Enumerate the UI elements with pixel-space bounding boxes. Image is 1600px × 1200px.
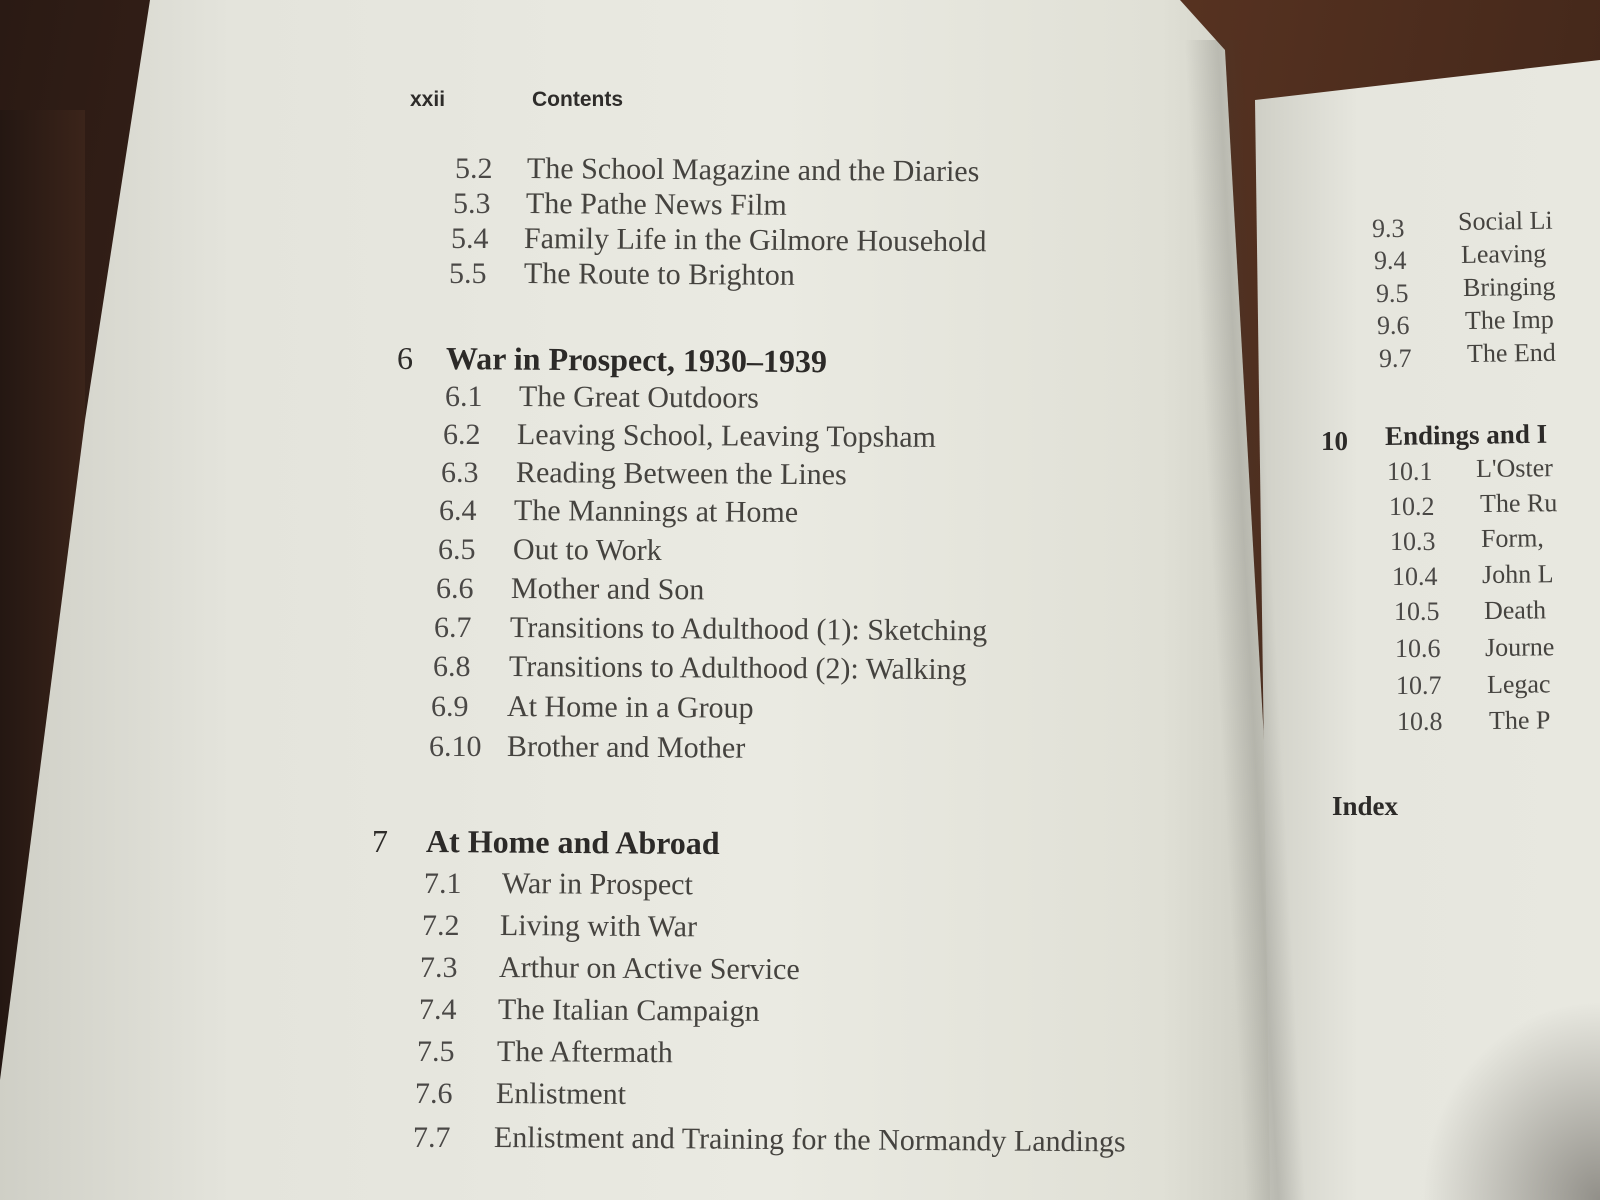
- toc-entry-title: The P: [1488, 705, 1551, 735]
- chapter-title: Endings and I: [1384, 418, 1548, 451]
- toc-entry-title: Mother and Son: [510, 572, 705, 607]
- toc-entry-number: 7.7: [413, 1121, 451, 1154]
- toc-entry-number: 5.5: [449, 257, 487, 290]
- toc-entry-number: 6.3: [441, 456, 479, 489]
- toc-entry-number: 7.2: [422, 909, 460, 942]
- toc-entry-title: War in Prospect: [501, 867, 693, 902]
- toc-entry-title: The Italian Campaign: [497, 993, 760, 1028]
- toc-entry-number: 10.3: [1390, 527, 1436, 556]
- toc-entry-number: 9.5: [1376, 279, 1409, 308]
- toc-entry-title: The Great Outdoors: [518, 380, 760, 415]
- toc-entry-number: 7.4: [419, 993, 457, 1026]
- toc-entry-title: Enlistment and Training for the Normandy Landings: [493, 1121, 1126, 1159]
- toc-entry-title: Leaving: [1460, 238, 1547, 269]
- toc-entry-title: Leaving School, Leaving Topsham: [516, 418, 937, 454]
- chapter-title: At Home and Abroad: [425, 823, 720, 862]
- toc-entry-title: Legac: [1486, 669, 1551, 699]
- toc-entry-title: The Mannings at Home: [513, 494, 799, 529]
- chapter-number: 7: [372, 823, 388, 859]
- toc-entry-title: Transitions to Adulthood (1): Sketching: [509, 611, 988, 648]
- toc-entry-number: 10.1: [1387, 457, 1433, 486]
- toc-entry-title: Reading Between the Lines: [515, 456, 847, 492]
- toc-entry-title: Social Li: [1457, 205, 1553, 236]
- toc-entry-number: 6.5: [438, 533, 476, 566]
- toc-entry-title: Family Life in the Gilmore Household: [523, 222, 987, 259]
- page-folio: xxii: [410, 88, 446, 111]
- toc-entry-title: Enlistment: [495, 1077, 627, 1111]
- toc-entry-number: 6.8: [433, 650, 471, 683]
- toc-entry-title: Brother and Mother: [506, 730, 746, 765]
- toc-entry-title: Bringing: [1462, 271, 1556, 302]
- toc-entry-number: 7.6: [415, 1077, 453, 1110]
- chapter-number: 6: [397, 340, 413, 376]
- toc-entry-title: Arthur on Active Service: [498, 951, 800, 987]
- toc-entry-number: 9.6: [1377, 311, 1410, 340]
- toc-entry-title: L'Oster: [1475, 453, 1554, 483]
- toc-entry-number: 10.5: [1394, 597, 1440, 626]
- toc-entry-title: Living with War: [499, 909, 698, 944]
- toc-entry-number: 5.3: [453, 187, 491, 220]
- toc-entry-title: At Home in a Group: [506, 690, 754, 725]
- toc-entry-number: 10.2: [1389, 492, 1435, 521]
- toc-entry-number: 6.2: [443, 418, 481, 451]
- toc-entry-number: 7.5: [417, 1035, 455, 1068]
- toc-entry-number: 5.2: [455, 152, 493, 185]
- toc-entry-number: 6.10: [429, 730, 482, 763]
- toc-entry-title: The Aftermath: [496, 1035, 673, 1070]
- toc-entry-number: 7.3: [420, 951, 458, 984]
- chapter-number: 10: [1321, 426, 1348, 456]
- toc-entry-number: 10.6: [1395, 634, 1441, 663]
- toc-entry-number: 10.8: [1397, 707, 1443, 736]
- toc-entry-title: Journe: [1484, 632, 1555, 662]
- toc-entry-title: The Pathe News Film: [525, 187, 787, 222]
- toc-entry-number: 6.6: [436, 572, 474, 605]
- toc-entry-number: 10.4: [1392, 562, 1438, 591]
- toc-entry-title: Death: [1483, 595, 1547, 625]
- chapter-title: War in Prospect, 1930–1939: [445, 340, 828, 380]
- toc-entry-number: 9.7: [1379, 344, 1412, 373]
- toc-entry-number: 9.3: [1372, 214, 1405, 243]
- toc-entry-title: The End: [1466, 337, 1556, 368]
- toc-entry-number: 6.4: [439, 494, 477, 527]
- toc-entry-number: 6.1: [445, 380, 483, 413]
- toc-entry-title: Out to Work: [512, 533, 662, 568]
- toc-entry-number: 5.4: [451, 222, 489, 255]
- hand-shadow: [1420, 1000, 1600, 1200]
- toc-entry-number: 10.7: [1396, 671, 1442, 700]
- toc-entry-title: John L: [1481, 559, 1554, 589]
- toc-entry-number: 9.4: [1374, 246, 1407, 275]
- toc-entry-title: Transitions to Adulthood (2): Walking: [508, 650, 967, 687]
- toc-entry-number: 7.1: [424, 867, 462, 900]
- running-head: Contents: [532, 88, 623, 111]
- toc-entry-title: The Imp: [1464, 304, 1554, 335]
- toc-entry-title: Form,: [1480, 523, 1544, 553]
- index-label: Index: [1332, 791, 1399, 821]
- toc-entry-title: The Ru: [1479, 488, 1558, 518]
- toc-entry-title: The Route to Brighton: [523, 257, 795, 292]
- toc-entry-number: 6.7: [434, 611, 472, 644]
- toc-entry-title: The School Magazine and the Diaries: [526, 152, 980, 189]
- toc-entry-number: 6.9: [431, 690, 469, 723]
